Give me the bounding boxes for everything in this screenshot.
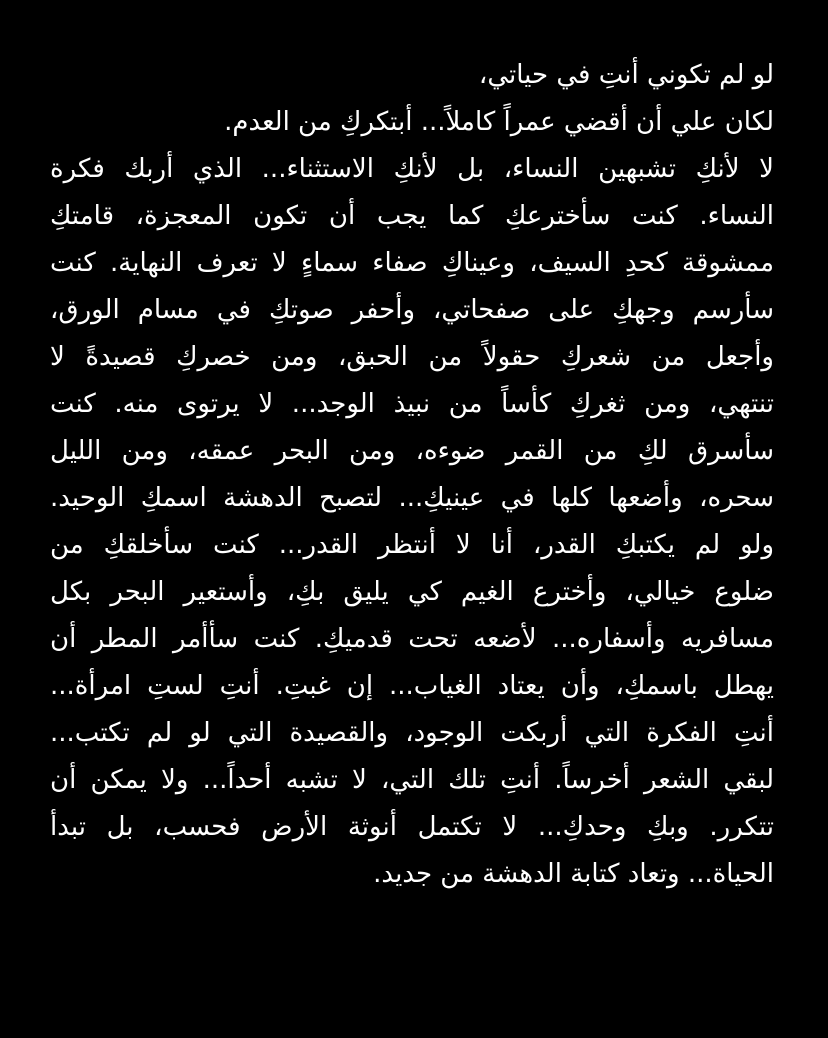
- poem-line: سحره، وأضعها كلها في عينيكِ... لتصبح الدهشة اسمكِ الوحيد.: [50, 483, 774, 513]
- poem-line: لو لم تكوني أنتِ في حياتي،: [478, 60, 774, 90]
- poem-line: تنتهي، ومن ثغركِ كأساً من نبيذ الوجد... لا يرتوى منه. كنت: [50, 389, 774, 419]
- poem-line: وأجعل من شعركِ حقولاً من الحبق، ومن خصركِ قصيدةً لا: [50, 342, 774, 372]
- poem-text: [50, 52, 774, 898]
- poem-line: النساء. كنت سأخترعكِ كما يجب أن تكون المعجزة، قامتكِ: [50, 201, 774, 231]
- poem-line: لكان علي أن أقضي عمراً كاملاً... أبتكركِ من العدم.: [224, 107, 774, 137]
- poem-line: سأسرق لكِ من القمر ضوءه، ومن البحر عمقه، ومن الليل: [50, 436, 774, 466]
- poem-line: ضلوع خيالي، وأخترع الغيم كي يليق بكِ، وأستعير البحر بكل: [50, 577, 774, 607]
- poem-line: أنتِ الفكرة التي أربكت الوجود، والقصيدة التي لو لم تكتب...: [50, 718, 774, 748]
- poem-line: لا لأنكِ تشبهين النساء، بل لأنكِ الاستثناء... الذي أربك فكرة: [50, 154, 774, 184]
- poem-line: ممشوقة كحدِ السيف، وعيناكِ صفاء سماءٍ لا تعرف النهاية. كنت: [50, 248, 774, 278]
- poem-line: لبقي الشعر أخرساً. أنتِ تلك التي، لا تشبه أحداً... ولا يمكن أن: [50, 765, 774, 795]
- poem-line: سأرسم وجهكِ على صفحاتي، وأحفر صوتكِ في مسام الورق،: [50, 295, 774, 325]
- poem-line: تتكرر. وبكِ وحدكِ... لا تكتمل أنوثة الأرض فحسب، بل تبدأ: [50, 812, 774, 842]
- poem-line: مسافريه وأسفاره... لأضعه تحت قدميكِ. كنت سأأمر المطر أن: [50, 624, 774, 654]
- poem-line: ولو لم يكتبكِ القدر، أنا لا أنتظر القدر... كنت سأخلقكِ من: [50, 530, 774, 560]
- poem-line: يهطل باسمكِ، وأن يعتاد الغياب... إن غبتِ. أنتِ لستِ امرأة...: [50, 671, 774, 701]
- poem-line: الحياة... وتعاد كتابة الدهشة من جديد.: [373, 859, 774, 889]
